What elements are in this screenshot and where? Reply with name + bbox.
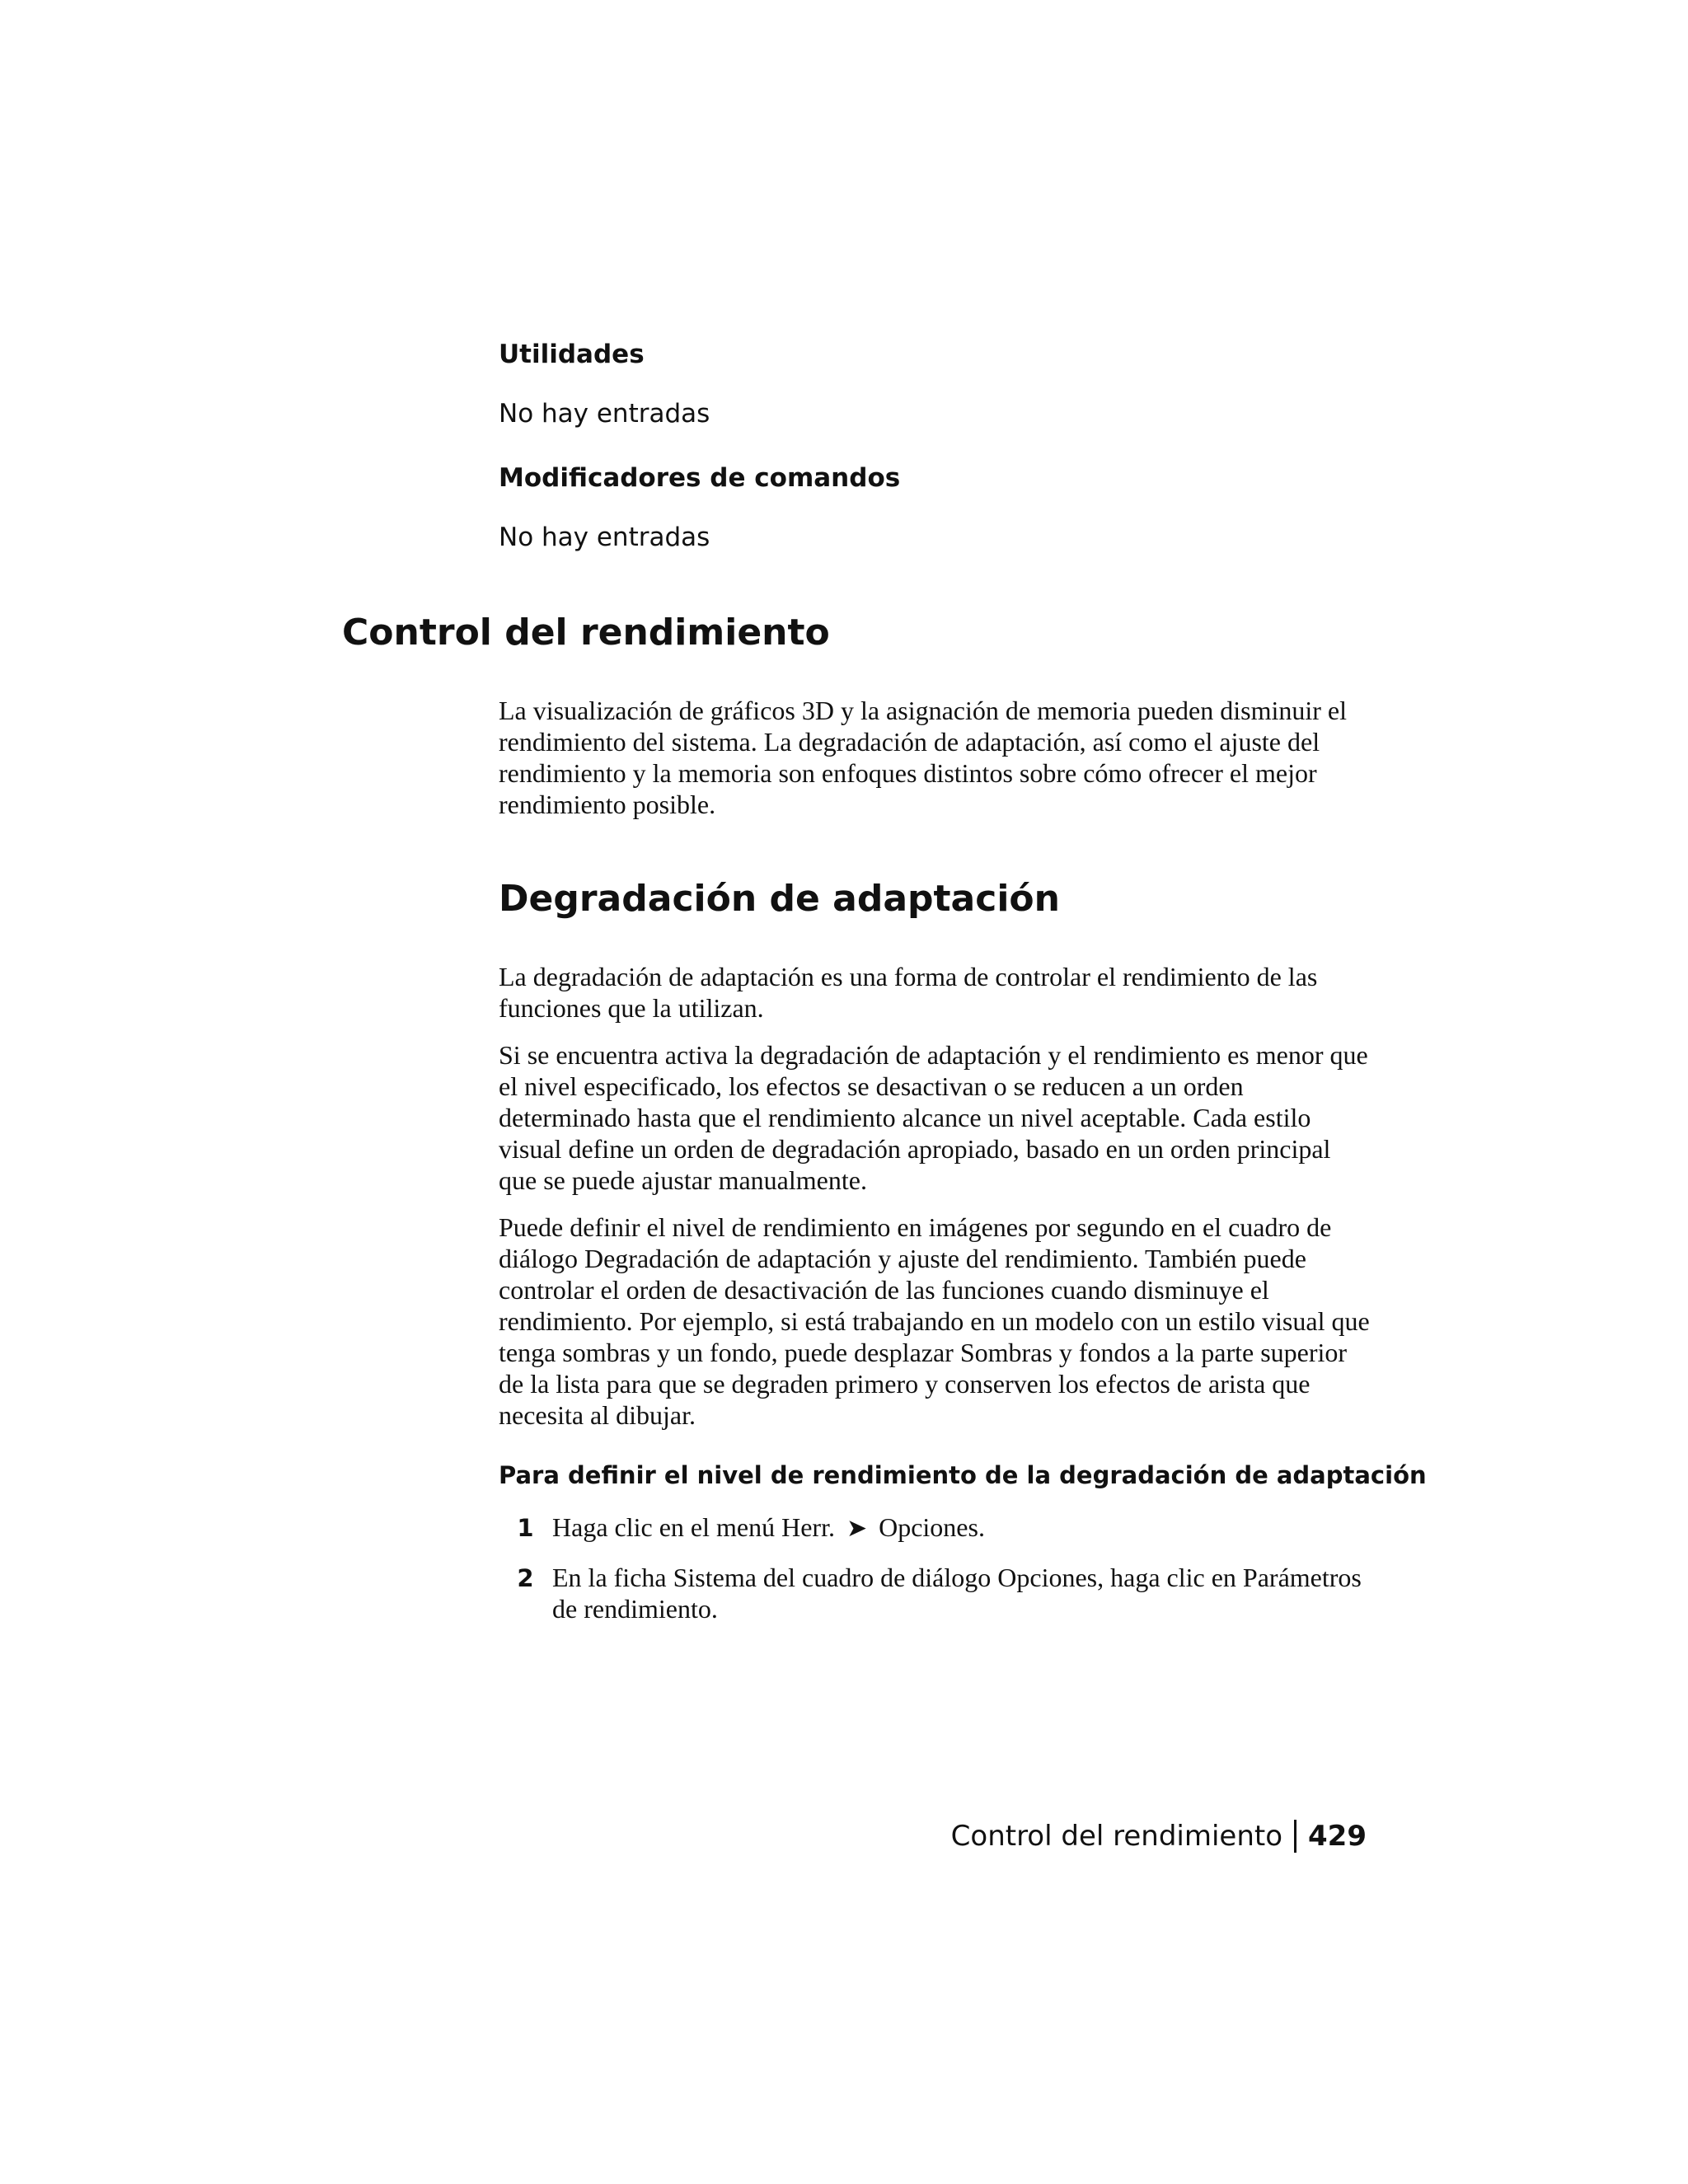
step-text-after: Opciones. (879, 1512, 985, 1542)
section-title: Control del rendimiento (342, 612, 830, 654)
utilidades-text: No hay entradas (499, 399, 710, 429)
step-number: 2 (517, 1564, 534, 1592)
intro-paragraph: La visualización de gráficos 3D y la asignación de memoria pueden disminuir el rendimiento del sistema. La degradación de adaptación, así como el ajuste del rendimiento y la memoria son enfoques distintos sobre cómo ofrecer el mejor rendimiento posible. (499, 696, 1347, 819)
footer-divider (1294, 1820, 1296, 1853)
step-text-before: Haga clic en el menú Herr. (552, 1512, 835, 1542)
page-number: 429 (1308, 1820, 1367, 1853)
step-number: 1 (517, 1514, 534, 1542)
footer-section-name: Control del rendimiento (950, 1820, 1283, 1853)
utilidades-heading: Utilidades (499, 340, 645, 369)
modificadores-text: No hay entradas (499, 523, 710, 552)
step-text (552, 1511, 1372, 1544)
step-1 (499, 1511, 1372, 1544)
procedure-title: Para definir el nivel de rendimiento de la degradación de adaptación (499, 1461, 1427, 1489)
step-text: En la ficha Sistema del cuadro de diálogo Opciones, haga clic en Parámetros de rendimiento. (552, 1563, 1362, 1624)
subsection-title: Degradación de adaptación (499, 878, 1060, 920)
paragraph-2: Si se encuentra activa la degradación de adaptación y el rendimiento es menor que el nivel especificado, los efectos se desactivan o se reducen a un orden determinado hasta que el rendimiento alcance un nivel aceptable. Cada estilo visual define un orden de degradación apropiado, basado en un orden principal que se puede ajustar manualmente. (499, 1040, 1368, 1195)
paragraph-3: Puede definir el nivel de rendimiento en imágenes por segundo en el cuadro de diálogo Degradación de adaptación y ajuste del rendimiento. También puede controlar el orden de desactivación de las funciones cuando disminuye el rendimiento. Por ejemplo, si está trabajando en un modelo con un estilo visual que tenga sombras y un fondo, puede desplazar Sombras y fondos a la parte superior de la lista para que se degraden primero y conserven los efectos de arista que necesita al dibujar. (499, 1212, 1370, 1430)
paragraph-1: La degradación de adaptación es una forma de controlar el rendimiento de las funciones que la utilizan. (499, 962, 1318, 1023)
step-2 (499, 1562, 1372, 1624)
arrow-right-icon: ➤ (846, 1515, 868, 1542)
modificadores-heading: Modificadores de comandos (499, 463, 901, 493)
page-footer (951, 1818, 1367, 1854)
